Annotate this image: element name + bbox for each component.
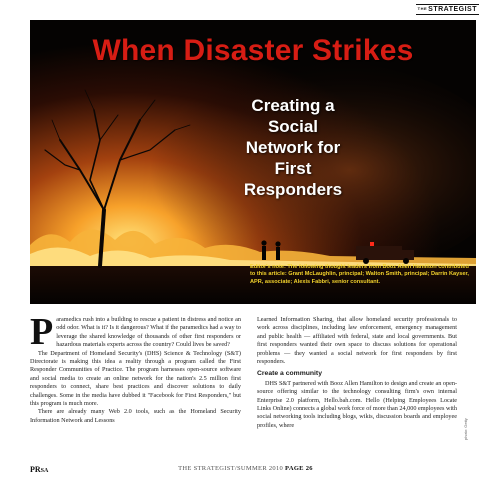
paragraph: The Department of Homeland Security's (DHS) Science & Technology (S&T) Directorate is making this idea a reality through a program called the First Responder Communities of Practice. The program harnesses open-source software and social media to create an online network for the nation's 2.5 million first responders to connect, share best practices and discover solutions to daily challenges. Some in the media have dubbed it "Facebook for First Responders," but this program is much more. xyxy=(30,349,241,408)
logo-main: PR xyxy=(30,465,41,474)
section-heading: Create a community xyxy=(257,370,322,378)
subtitle-line: Responders xyxy=(243,180,343,199)
page-footer xyxy=(0,465,491,472)
editor-note: Editor's note: The following thought leaders from Booz Allen Hamilton contributed to this article: Grant McLaughlin, principal; Walton Smith, principal; Darrin Kayser, APR, associate; Alexis Fabbri, senior consultant. xyxy=(250,264,469,285)
masthead xyxy=(416,4,479,15)
subtitle-line: Network for xyxy=(245,138,341,157)
article-column-right xyxy=(257,316,457,430)
paragraph: There are already many Web 2.0 tools, such as the Homeland Security Information Network and Lessons xyxy=(30,408,241,424)
logo-small: SA xyxy=(40,468,49,474)
hero-image xyxy=(30,20,476,304)
article-title: When Disaster Strikes xyxy=(92,34,414,67)
page-number: PAGE 26 xyxy=(285,465,313,472)
subtitle-line: First xyxy=(274,159,312,178)
subtitle-line: Creating a xyxy=(251,96,335,115)
paragraph-text: aramedics rush into a building to rescue a patient in distress and notice an odd odor. What is it? Is it dangerous? What if the paramedics had a way to leverage the shared knowledge of thousands of other first responders or hazardous materials experts across the country? Could lives be saved? xyxy=(56,316,241,349)
article-subtitle xyxy=(218,95,368,200)
paragraph: Learned Information Sharing, that allow homeland security professionals to work across disciplines, including law enforcement, emergency management and public health — affiliated with federal, state and local governments. But first responders wanted their own space to discuss solutions for operational problems — they wanted a social network for first responders by first responders. xyxy=(257,316,457,366)
first-paragraph xyxy=(30,311,241,353)
drop-cap: P xyxy=(30,311,54,353)
photo-credit: photo: Getty xyxy=(463,418,468,440)
masthead-prefix: THE xyxy=(417,6,428,11)
publication-name: THE STRATEGIST/SUMMER 2010 xyxy=(178,465,284,472)
subtitle-line: Social xyxy=(267,117,319,136)
masthead-name: STRATEGIST xyxy=(428,6,477,13)
article-column-left xyxy=(30,311,241,425)
paragraph: DHS S&T partnered with Booz Allen Hamilton to design and create an open-source offering similar to the technology consulting firm's own internal Enterprise 2.0 platform, Hello.bah.com. Hello (Helping Employees Locate Links Online) connects a global work force of more than 24,000 employees with social networking tools including blogs, wikis, discussion boards and employee profiles, where xyxy=(257,379,457,429)
